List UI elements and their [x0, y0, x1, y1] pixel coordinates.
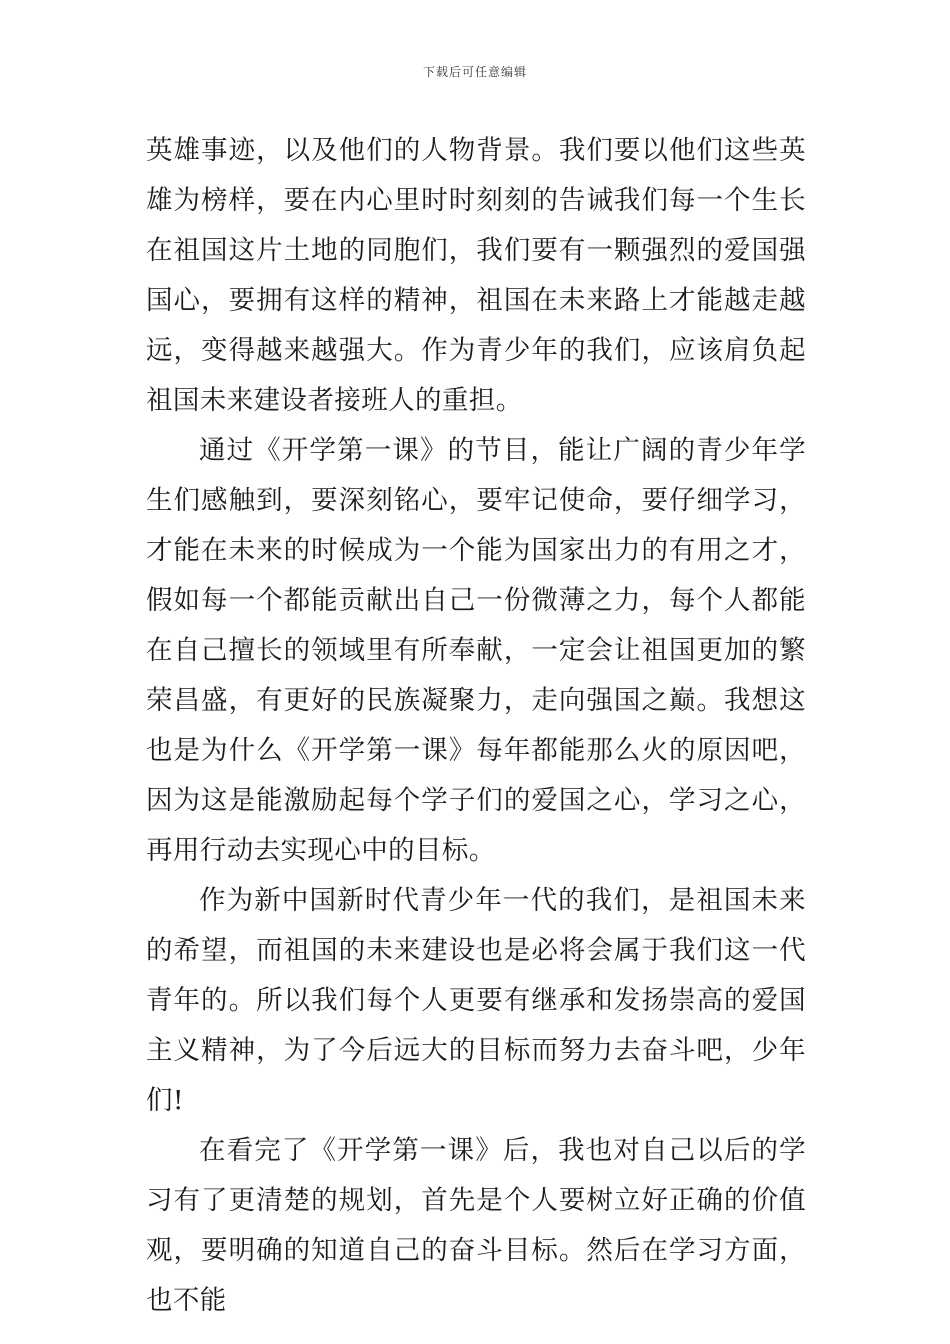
paragraph: 在看完了《开学第一课》后，我也对自己以后的学习有了更清楚的规划，首先是个人要树立好正确的价值观，要明确的知道自己的奋斗目标。然后在学习方面，也不能 [146, 1135, 806, 1316]
paragraph: 作为新中国新时代青少年一代的我们，是祖国未来的希望，而祖国的未来建设也是必将会属于我们这一代青年的。所以我们每个人更要有继承和发扬崇高的爱国主义精神，为了今后远大的目标而努力去奋斗吧，少年们! [146, 885, 806, 1116]
paragraph: 通过《开学第一课》的节目，能让广阔的青少年学生们感触到，要深刻铭心，要牢记使命，要仔细学习，才能在未来的时候成为一个能为国家出力的有用之才，假如每一个都能贡献出自己一份微薄之力，每个人都能在自己擅长的领域里有所奉献，一定会让祖国更加的繁荣昌盛，有更好的民族凝聚力，走向强国之巅。我想这也是为什么《开学第一课》每年都能那么火的原因吧，因为这是能激励起每个学子们的爱国之心，学习之心，再用行动去实现心中的目标。 [146, 435, 806, 866]
page-header: 下载后可任意编辑 [422, 65, 527, 79]
document-body [146, 126, 806, 1326]
paragraph-continued: 英雄事迹，以及他们的人物背景。我们要以他们这些英雄为榜样，要在内心里时时刻刻的告诫我们每一个生长在祖国这片土地的同胞们，我们要有一颗强烈的爱国强国心，要拥有这样的精神，祖国在未来路上才能越走越远，变得越来越强大。作为青少年的我们，应该肩负起祖国未来建设者接班人的重担。 [146, 135, 806, 416]
